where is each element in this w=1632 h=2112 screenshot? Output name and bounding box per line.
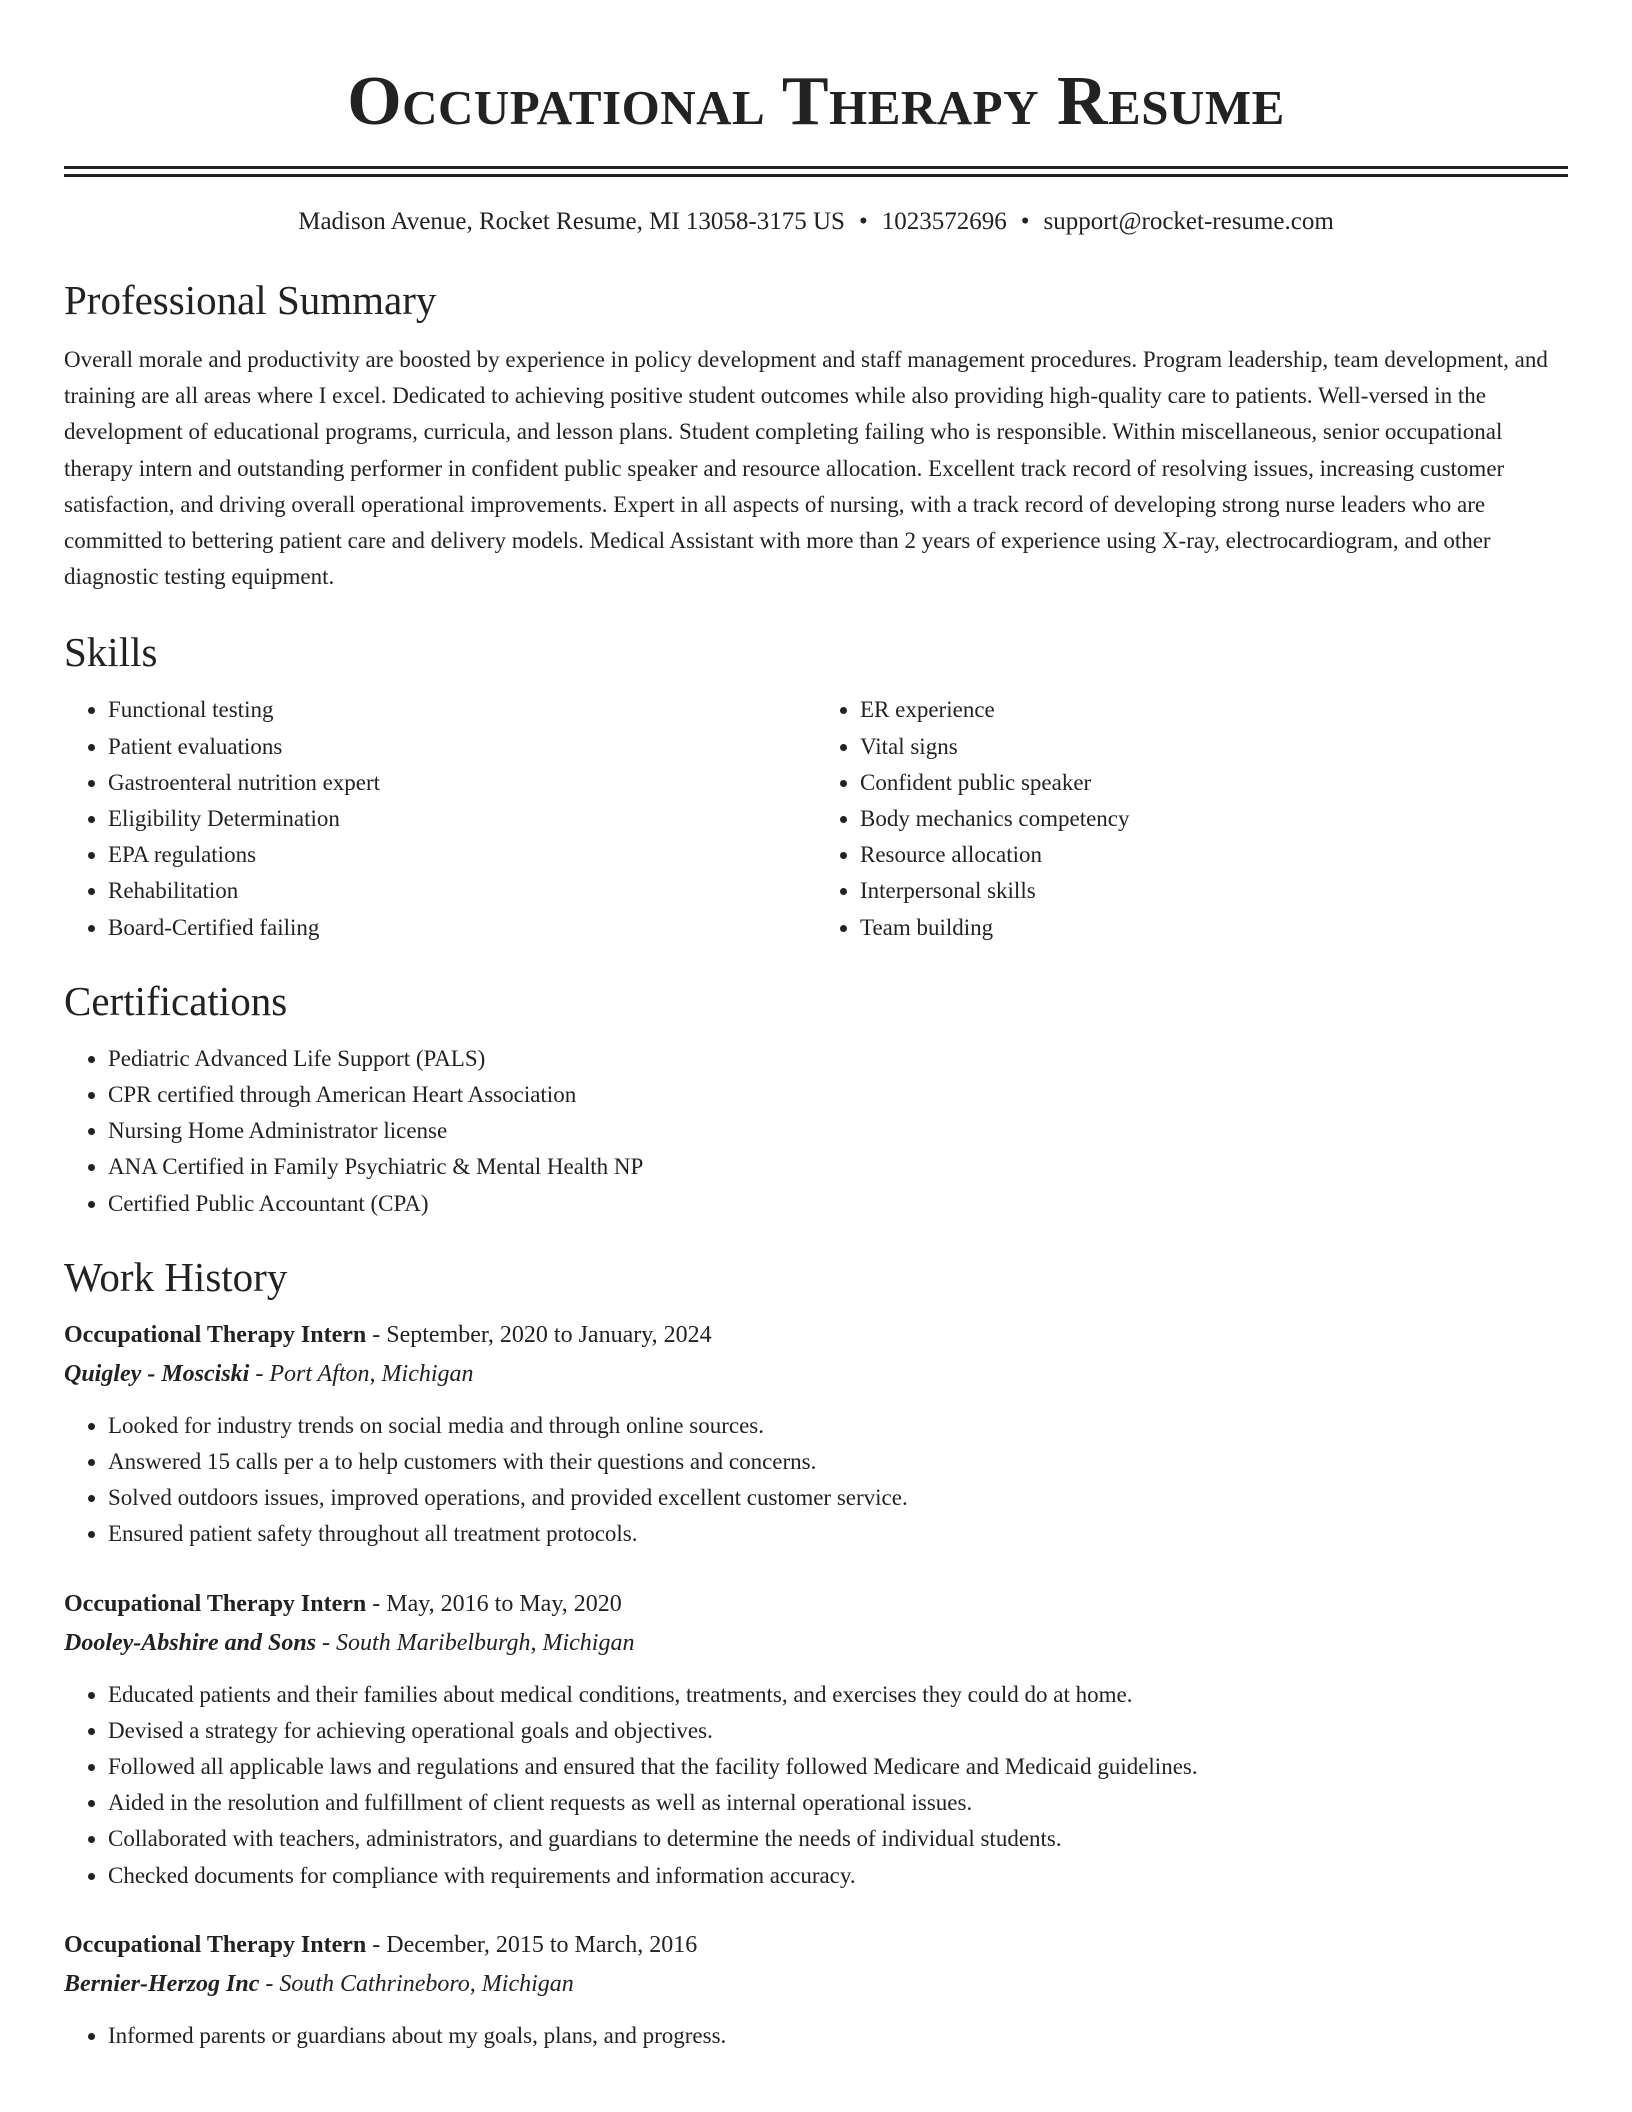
job-title-line [64, 1316, 1568, 1354]
list-item: • Educated patients and their families about medical conditions, treatments, and exercises they could do at home. [108, 1677, 1568, 1713]
contact-phone: 1023572696 [881, 208, 1007, 235]
list-item: • Ensured patient safety throughout all treatment protocols. [108, 1516, 1568, 1552]
list-item: • Followed all applicable laws and regulations and ensured that the facility followed Medicare and Medicaid guidelines. [108, 1749, 1568, 1785]
contact-separator: • [858, 208, 868, 235]
list-item: • Aided in the resolution and fulfillment of client requests as well as internal operational issues. [108, 1785, 1568, 1821]
job-company-line [64, 1964, 1568, 2004]
list-item: • ANA Certified in Family Psychiatric & Mental Health NP [108, 1149, 1568, 1185]
list-item: • Confident public speaker [860, 765, 1568, 801]
job-bullets [64, 1408, 1568, 1553]
job-bullets [64, 1677, 1568, 1894]
contact-separator: • [1020, 208, 1030, 235]
section-heading-certifications: Certifications [64, 977, 288, 1024]
job-role: Occupational Therapy Intern [64, 1931, 367, 1958]
section-heading-skills: Skills [64, 629, 158, 676]
list-item: • Gastroenteral nutrition expert [108, 765, 816, 801]
certifications-list [64, 1041, 1568, 1222]
contact-email: support@rocket-resume.com [1043, 208, 1334, 235]
job-location: - Port Afton, Michigan [249, 1360, 474, 1387]
contact-line [64, 205, 1568, 239]
job-title-line [64, 1585, 1568, 1623]
list-item: • Interpersonal skills [860, 873, 1568, 909]
job-location: - South Maribelburgh, Michigan [316, 1629, 635, 1656]
job-role: Occupational Therapy Intern [64, 1321, 367, 1348]
list-item: • Patient evaluations [108, 729, 816, 765]
list-item: • Body mechanics competency [860, 801, 1568, 837]
list-item: • Vital signs [860, 729, 1568, 765]
job-dates: - December, 2015 to March, 2016 [366, 1931, 698, 1958]
list-item: • EPA regulations [108, 837, 816, 873]
list-item: • Informed parents or guardians about my goals, plans, and progress. [108, 2018, 1568, 2054]
list-item: • CPR certified through American Heart Association [108, 1077, 1568, 1113]
job-title-line [64, 1926, 1568, 1964]
job-role: Occupational Therapy Intern [64, 1590, 367, 1617]
skills-list-left [64, 692, 816, 945]
job-company: Bernier-Herzog Inc [64, 1970, 260, 1997]
list-item: • Resource allocation [860, 837, 1568, 873]
list-item: • Team building [860, 910, 1568, 946]
job-entry [64, 1316, 1568, 1553]
list-item: • Rehabilitation [108, 873, 816, 909]
job-dates: - May, 2016 to May, 2020 [366, 1590, 622, 1617]
title-double-rule [64, 166, 1568, 177]
skills-columns [64, 692, 1568, 945]
list-item: • Collaborated with teachers, administrators, and guardians to determine the needs of individual students. [108, 1821, 1568, 1857]
job-company-line [64, 1623, 1568, 1663]
list-item: • Looked for industry trends on social media and through online sources. [108, 1408, 1568, 1444]
job-company: Dooley-Abshire and Sons [64, 1629, 317, 1656]
list-item: • Nursing Home Administrator license [108, 1113, 1568, 1149]
list-item: • ER experience [860, 692, 1568, 728]
list-item: • Pediatric Advanced Life Support (PALS) [108, 1041, 1568, 1077]
section-heading-summary: Professional Summary [64, 277, 437, 323]
job-company: Quigley - Mosciski [64, 1360, 250, 1387]
section-heading-work-history: Work History [64, 1253, 288, 1300]
skills-list-right [816, 692, 1568, 945]
list-item: • Functional testing [108, 692, 816, 728]
list-item: • Eligibility Determination [108, 801, 816, 837]
job-dates: - September, 2020 to January, 2024 [366, 1321, 712, 1348]
summary-text: Overall morale and productivity are boosted by experience in policy development and staff management procedures. Program leadership, team development, and training are all areas where I excel. Dedicated to achieving positive student outcomes while also providing high-quality care to patients. Well-versed in the development of educational programs, curricula, and lesson plans. Student completing failing who is responsible. Within miscellaneous, senior occupational therapy intern and outstanding performer in confident public speaker and resource allocation. Excellent track record of resolving issues, increasing customer satisfaction, and driving overall operational improvements. Expert in all aspects of nursing, with a track record of developing strong nurse leaders who are committed to bettering patient care and delivery models. Medical Assistant with more than 2 years of experience using X-ray, electrocardiogram, and other diagnostic testing equipment. [64, 347, 1548, 590]
list-item: • Certified Public Accountant (CPA) [108, 1186, 1568, 1222]
job-company-line [64, 1354, 1568, 1394]
list-item: • Checked documents for compliance with requirements and information accuracy. [108, 1858, 1568, 1894]
contact-address: Madison Avenue, Rocket Resume, MI 13058-3175 US [298, 208, 845, 235]
list-item: • Solved outdoors issues, improved operations, and provided excellent customer service. [108, 1480, 1568, 1516]
job-location: - South Cathrineboro, Michigan [259, 1970, 574, 1997]
job-bullets [64, 2018, 1568, 2054]
list-item: • Devised a strategy for achieving operational goals and objectives. [108, 1713, 1568, 1749]
job-entry [64, 1926, 1568, 2054]
list-item: • Board-Certified failing [108, 910, 816, 946]
resume-title: Occupational Therapy Resume [347, 63, 1285, 140]
list-item: • Answered 15 calls per a to help customers with their questions and concerns. [108, 1444, 1568, 1480]
job-entry [64, 1585, 1568, 1894]
